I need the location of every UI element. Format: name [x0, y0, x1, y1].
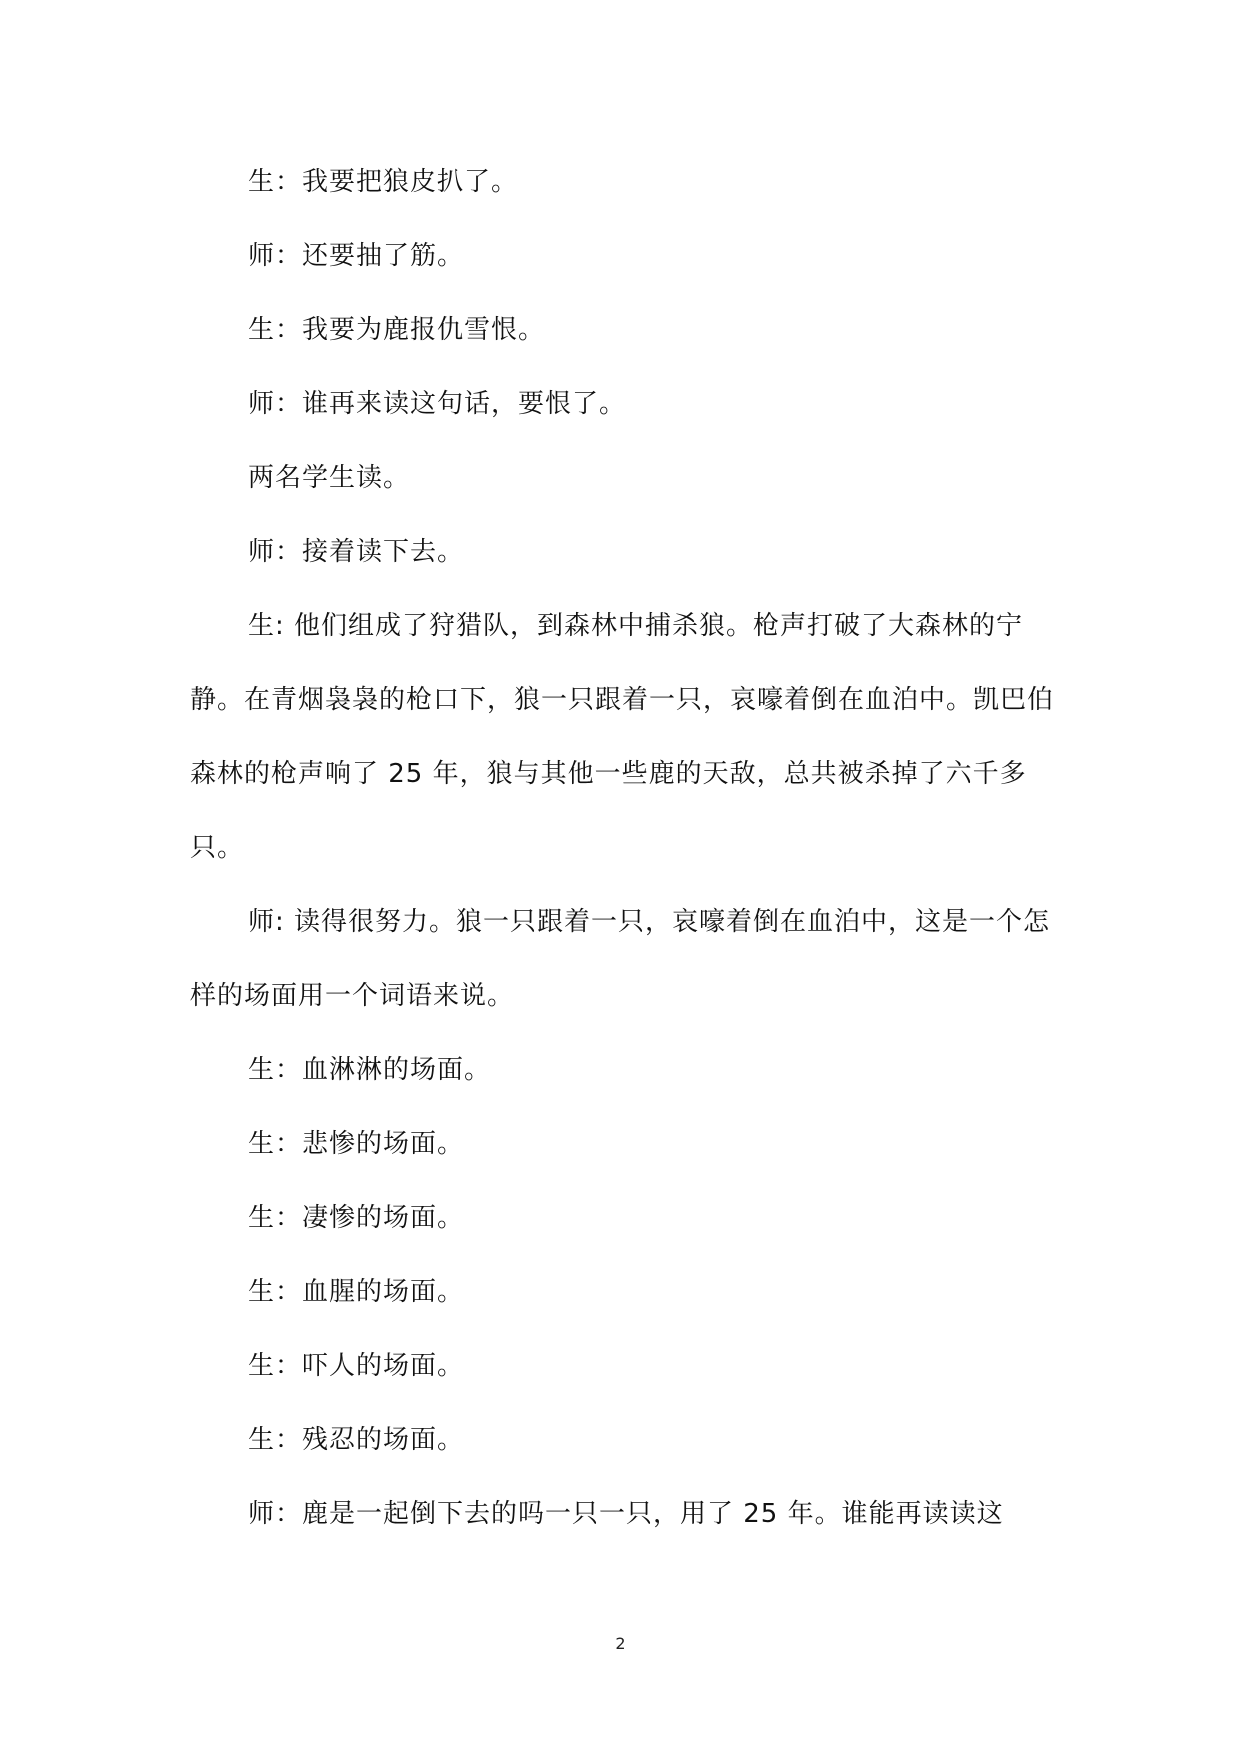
paragraph: 生：悲惨的场面。 — [248, 1129, 465, 1159]
paragraph: 两名学生读。 — [248, 463, 411, 493]
paragraph: 师：接着读下去。 — [248, 537, 465, 567]
paragraph: 生：我要把狼皮扒了。 — [248, 167, 519, 197]
body-text — [190, 145, 1060, 1551]
paragraph: 生：血腥的场面。 — [248, 1277, 465, 1307]
paragraph: 师：谁再来读这句话，要恨了。 — [248, 389, 627, 419]
paragraph: 师：还要抽了筋。 — [248, 241, 465, 271]
paragraph: 生：残忍的场面。 — [248, 1425, 465, 1455]
paragraph: 生：吓人的场面。 — [248, 1351, 465, 1381]
paragraph: 生: 他们组成了狩猎队，到森林中捕杀狼。枪声打破了大森林的宁静。在青烟袅袅的枪口下，狼一只跟着一只，哀嚎着倒在血泊中。凯巴伯森林的枪声响了 25 年，狼与其他一些鹿的天敌，总共被杀掉了六千多只。 — [190, 611, 1055, 863]
paragraph: 生：血淋淋的场面。 — [248, 1055, 492, 1085]
paragraph: 生：我要为鹿报仇雪恨。 — [248, 315, 546, 345]
page-number: 2 — [615, 1634, 626, 1653]
paragraph: 生：凄惨的场面。 — [248, 1203, 465, 1233]
paragraph: 师：鹿是一起倒下去的吗一只一只，用了 25 年。谁能再读读这 — [248, 1499, 1004, 1529]
paragraph: 师: 读得很努力。狼一只跟着一只，哀嚎着倒在血泊中，这是一个怎样的场面用一个词语来说。 — [190, 907, 1051, 1011]
